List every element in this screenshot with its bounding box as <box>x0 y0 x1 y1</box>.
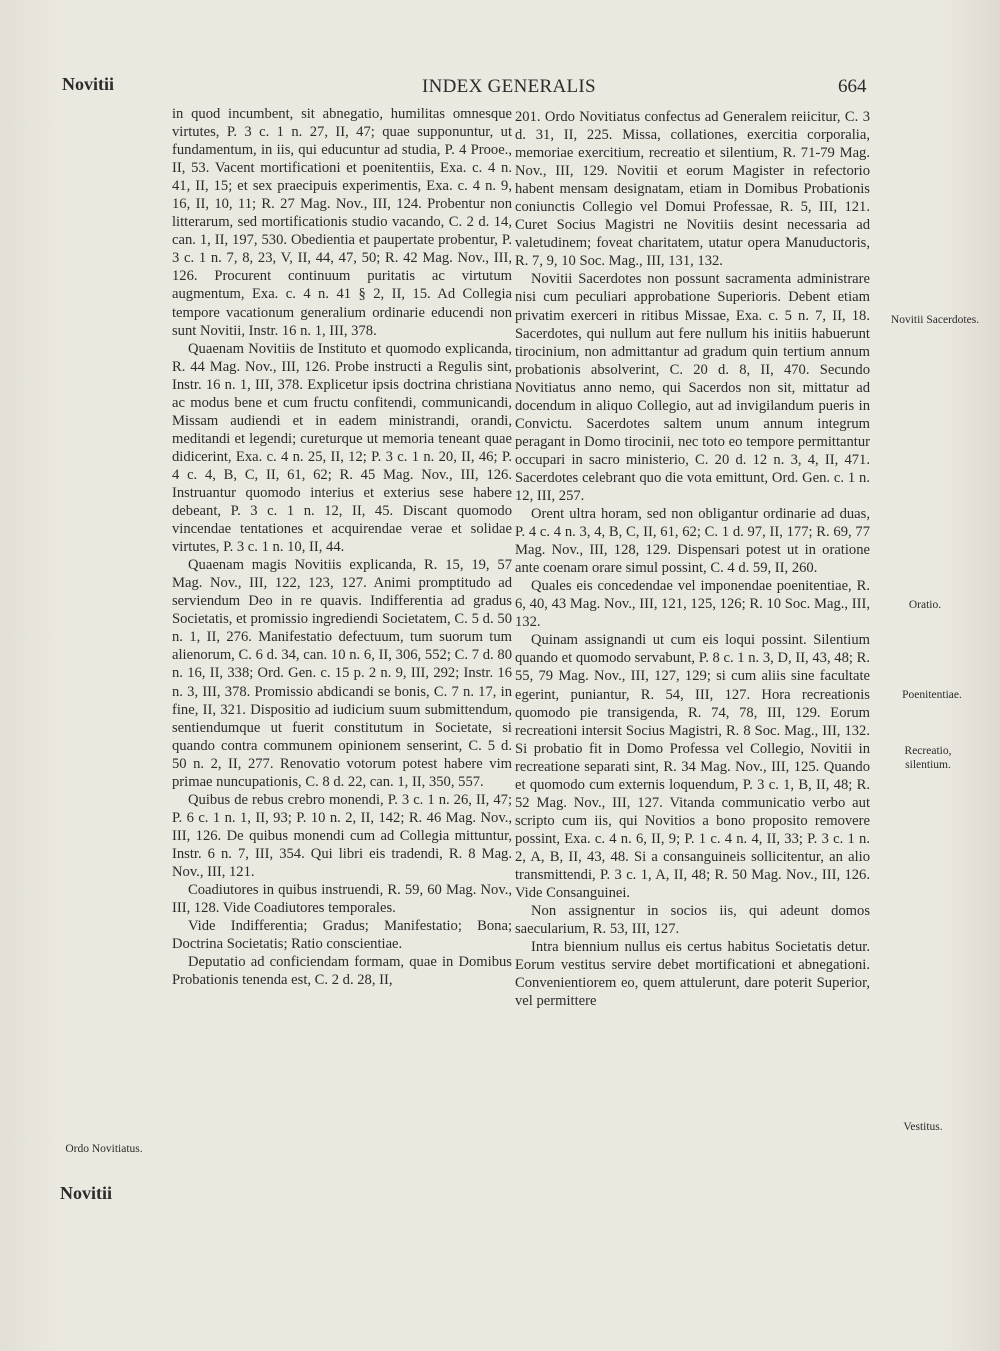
paragraph: Quaenam magis Novitiis explicanda, R. 15, 19, 57 Mag. Nov., III, 122, 123, 127. Animi promptitudo ad serviendum Deo in re quavis. Indifferentia ad gradus Societatis, et promissio ingrediendi Societatem, C. 5 d. 50 n. 1, II, 276. Manifestatio defectuum, tum suorum tum alienorum, C. 6 d. 34, can. 10 n. 6, II, 306, 552; C. 7 d. 80 n. 16, II, 338; Ord. Gen. c. 15 p. 2 n. 9, III, 292; Instr. 16 n. 3, III, 378. Promissio abdicandi se bonis, C. 7 n. 17, in fine, II, 321. Dispositio ad iudicium suum submittendum, sentiendumque ut fuerit constitutum in Societate, si quando contra communem opinionem senserint, C. 5 d. 50 n. 2, II, 277. Renovatio votorum potest habere vim primae nuncupationis, C. 8 d. 22, can. 1, II, 350, 557. <box>172 557 512 790</box>
paragraph: 201. Ordo Novitiatus confectus ad Generalem reiicitur, C. 3 d. 31, II, 225. Missa, collationes, exercitia corporalia, memoriae exercitium, recreatio et silentium, R. 71-79 Mag. Nov., III, 129. Novitii et eorum Magister in refectorio habent mensam designatam, etiam in Domibus Probationis coniunctis Collegio vel Domui Professae, R. 5, III, 121. Curet Socius Magistri ne Novitiis desint necessaria ad valetudinem; foveat charitatem, utatur opera Manuductoris, R. 7, 9, 10 Soc. Mag., III, 131, 132. <box>515 109 870 270</box>
page-number: 664 <box>838 76 867 97</box>
paragraph: Non assignentur in socios iis, qui adeunt domos saecularium, R. 53, III, 127. <box>515 903 870 938</box>
paragraph: Coadiutores in quibus instruendi, R. 59, 60 Mag. Nov., III, 128. Vide Coadiutores temporales. <box>172 882 512 917</box>
margin-note-ordo: Ordo Novitiatus. <box>65 1143 143 1155</box>
paragraph: Quales eis concedendae vel imponendae poenitentiae, R. 6, 40, 43 Mag. Nov., III, 121, 125, 126; R. 10 Soc. Mag., III, 132. <box>515 578 870 631</box>
margin-note-recreatio: Recreatio, silentium. <box>904 745 952 771</box>
paragraph: in quod incumbent, sit abnegatio, humilitas omnesque virtutes, P. 3 c. 1 n. 27, II, 47; quae supponuntur, ut fundamentum, in iis, qui educuntur ad studia, P. 4 Prooe., II, 53. Vacent mortificationi et poenitentiis, Exa. c. 4 n. 41, II, 15; et sex praecipuis experimentis, Exa. c. 4 n. 9, 16, II, 10, 11; R. 27 Mag. Nov., III, 124. Probentur non litterarum, sed mortificationis studio vacando, C. 2 d. 14, can. 1, II, 197, 530. Obedientia et paupertate probentur, P. 3 c. 1 n. 7, 8, 23, V, II, 44, 47, 50; R. 42 Mag. Nov., III, 126. Procurent continuum puritatis ac virtutum augmentum, Exa. c. 4 n. 41 § 2, II, 15. Ad Collegia tempore vacationum generalium ordinarie educendi non sunt Novitii, Instr. 16 n. 1, III, 378. <box>172 106 512 339</box>
bottom-catchword: Novitii <box>60 1183 112 1203</box>
paragraph: Intra biennium nullus eis certus habitus Societatis detur. Eorum vestitus servire debet mortificationi et abnegationi. Convenientiorem eo, quem attulerunt, dare poterit Superior, vel permittere <box>515 939 870 1010</box>
margin-note-oratio: Oratio. <box>908 599 942 611</box>
margin-note-poenitentiae: Poenitentiae. <box>902 689 962 701</box>
running-head-title: INDEX GENERALIS <box>422 76 596 97</box>
margin-note-sacerdotes: Novitii Sacerdotes. <box>890 314 980 326</box>
paragraph: Novitii Sacerdotes non possunt sacramenta administrare nisi cum peculiari approbatione Superioris. Debent etiam privatim exerceri in ritibus Missae, Exa. c. 5 n. 7, II, 18. Sacerdotes, qui nullum aut fere nullum his initiis habuerunt tirocinium, non admittantur ad gradum quin tertium annum probationis absolverint, C. 20 d. 8, II, 470. Secundo Novitiatus anno nemo, qui Sacerdos non sit, mittatur ad docendum in aliquo Collegio, aut ad invigilandum pueris in Convictu. Sacerdotes saltem unum annum integrum peragant in Domo tirocinii, nec toto eo tempore permittantur occupari in sacro ministerio, C. 20 d. 12 n. 3, 4, II, 471. Sacerdotes celebrant quo die vota emittunt, Ord. Gen. c. 1 n. 12, III, 257. <box>515 271 870 504</box>
running-head-left: Novitii <box>62 74 114 94</box>
paragraph: Orent ultra horam, sed non obligantur ordinarie ad duas, P. 4 c. 4 n. 3, 4, B, C, II, 61, 62; C. 1 d. 97, II, 177; R. 69, 77 Mag. Nov., III, 128, 129. Dispensari potest ut in oratione ante coenam orare simul possint, C. 4 d. 59, II, 260. <box>515 506 870 577</box>
right-column <box>515 108 870 1010</box>
paragraph: Quinam assignandi ut cum eis loqui possint. Silentium quando et quomodo servabunt, P. 8 c. 1 n. 3, D, II, 43, 48; R. 55, 79 Mag. Nov., III, 127, 129; si cum aliis sine facultate egerint, puniantur, R. 54, III, 127. Hora recreationis quomodo pie transigenda, R. 74, 78, III, 129. Eorum recreationi intersit Socius Magistri, R. 8 Soc. Mag., III, 132. Si probatio fit in Domo Professa vel Collegio, Novitii in recreatione separati sint, R. 34 Mag. Nov., III, 125. Quando et quomodo cum externis loquendum, P. 3 c. 1, B, II, 48; R. 52 Mag. Nov., III, 127. Vitanda communicatio verbo aut scripto cum iis, qui Novitios a bono proposito removere possint, Exa. c. 4 n. 6, II, 9; P. 1 c. 4 n. 4, II, 33; P. 3 c. 1 n. 2, A, B, II, 43, 48. Si a consanguineis sollicitentur, an alio transmittendi, P. 3 c. 1, A, II, 48; R. 50 Mag. Nov., III, 126. Vide Consanguinei. <box>515 632 870 902</box>
left-column <box>172 105 512 989</box>
paragraph: Quaenam Novitiis de Instituto et quomodo explicanda, R. 44 Mag. Nov., III, 126. Probe instructi a Regulis sint, Instr. 16 n. 1, III, 378. Explicetur ipsis doctrina christiana ac modus bene et cum fructu confitendi, communicandi, Missam audiendi et in eadem ministrandi, orandi, meditandi et legendi; cureturque ut memoria teneant quae didicerint, Exa. c. 4 n. 25, II, 12; P. 3 c. 1 n. 20, II, 46; P. 4 c. 4, B, C, II, 61, 62; R. 45 Mag. Nov., III, 126. Instruantur quomodo interius et exterius sese habere debeant, P. 3 c. 1 n. 12, II, 45. Discant quomodo vincendae tentationes et acquirendae verae et solidae virtutes, P. 3 c. 1 n. 10, II, 44. <box>172 340 512 556</box>
paragraph: Quibus de rebus crebro monendi, P. 3 c. 1 n. 26, II, 47; P. 6 c. 1 n. 1, II, 93; P. 10 n. 2, II, 142; R. 46 Mag. Nov., III, 126. De quibus monendi cum ad Collegia mittuntur, Instr. 6 n. 7, III, 354. Qui libri eis tradendi, R. 8 Mag. Nov., III, 121. <box>172 791 512 880</box>
paragraph: Vide Indifferentia; Gradus; Manifestatio; Bona; Doctrina Societatis; Ratio conscientiae. <box>172 918 512 953</box>
paragraph: Deputatio ad conficiendam formam, quae in Domibus Probationis tenenda est, C. 2 d. 28, II, <box>172 954 512 989</box>
margin-note-vestitus: Vestitus. <box>903 1121 943 1133</box>
